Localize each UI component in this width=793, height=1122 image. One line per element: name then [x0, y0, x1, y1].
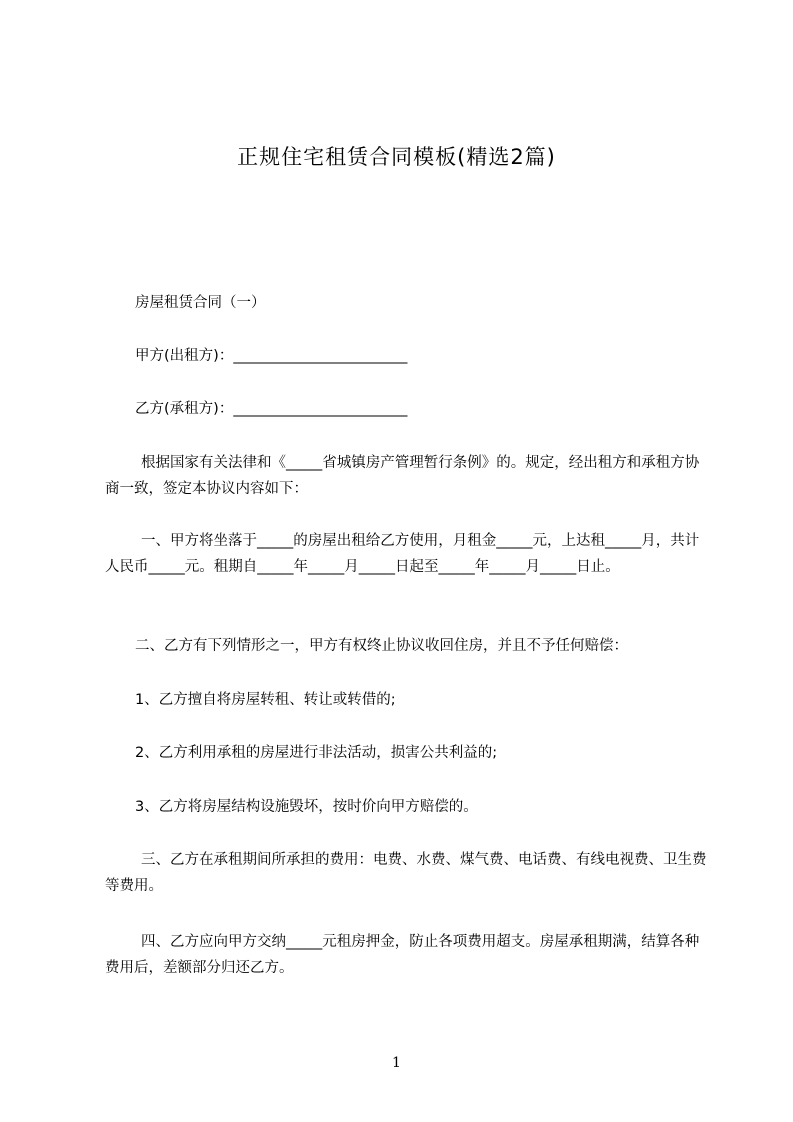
page-number: 1	[392, 1055, 401, 1071]
clause-four-paragraph: 四、乙方应向甲方交纳_____元租房押金，防止各项费用超支。房屋承租期满，结算各种费用后，差额部分归还乙方。	[105, 934, 700, 976]
preamble-paragraph: 根据国家有关法律和《_____省城镇房产管理暂行条例》的。规定，经出租方和承租方协商一致，签定本协议内容如下：	[105, 455, 700, 497]
section-heading-contract-one: 房屋租赁合同（一）	[135, 295, 266, 311]
clause-two-paragraph: 二、乙方有下列情形之一，甲方有权终止协议收回住房，并且不予任何赔偿：	[135, 638, 628, 654]
clause-one-paragraph: 一、甲方将坐落于_____的房屋出租给乙方使用，月租金_____元，上达租_____月，共计人民币_____元。租期自_____年_____月_____日起至_____年_____月_____日止。	[105, 533, 700, 575]
party-b-line: 乙方(承租方)：________________________	[135, 401, 408, 417]
clause-two-item-1: 1、乙方擅自将房屋转租、转让或转借的;	[135, 692, 396, 708]
party-a-line: 甲方(出租方)：________________________	[135, 348, 408, 364]
document-title: 正规住宅租赁合同模板(精选2篇)	[237, 145, 556, 169]
clause-two-item-3: 3、乙方将房屋结构设施毁坏，按时价向甲方赔偿的。	[135, 799, 478, 815]
clause-two-item-2: 2、乙方利用承租的房屋进行非法活动，损害公共利益的;	[135, 745, 498, 761]
clause-three-paragraph: 三、乙方在承租期间所承担的费用：电费、水费、煤气费、电话费、有线电视费、卫生费等费用。	[105, 852, 707, 894]
